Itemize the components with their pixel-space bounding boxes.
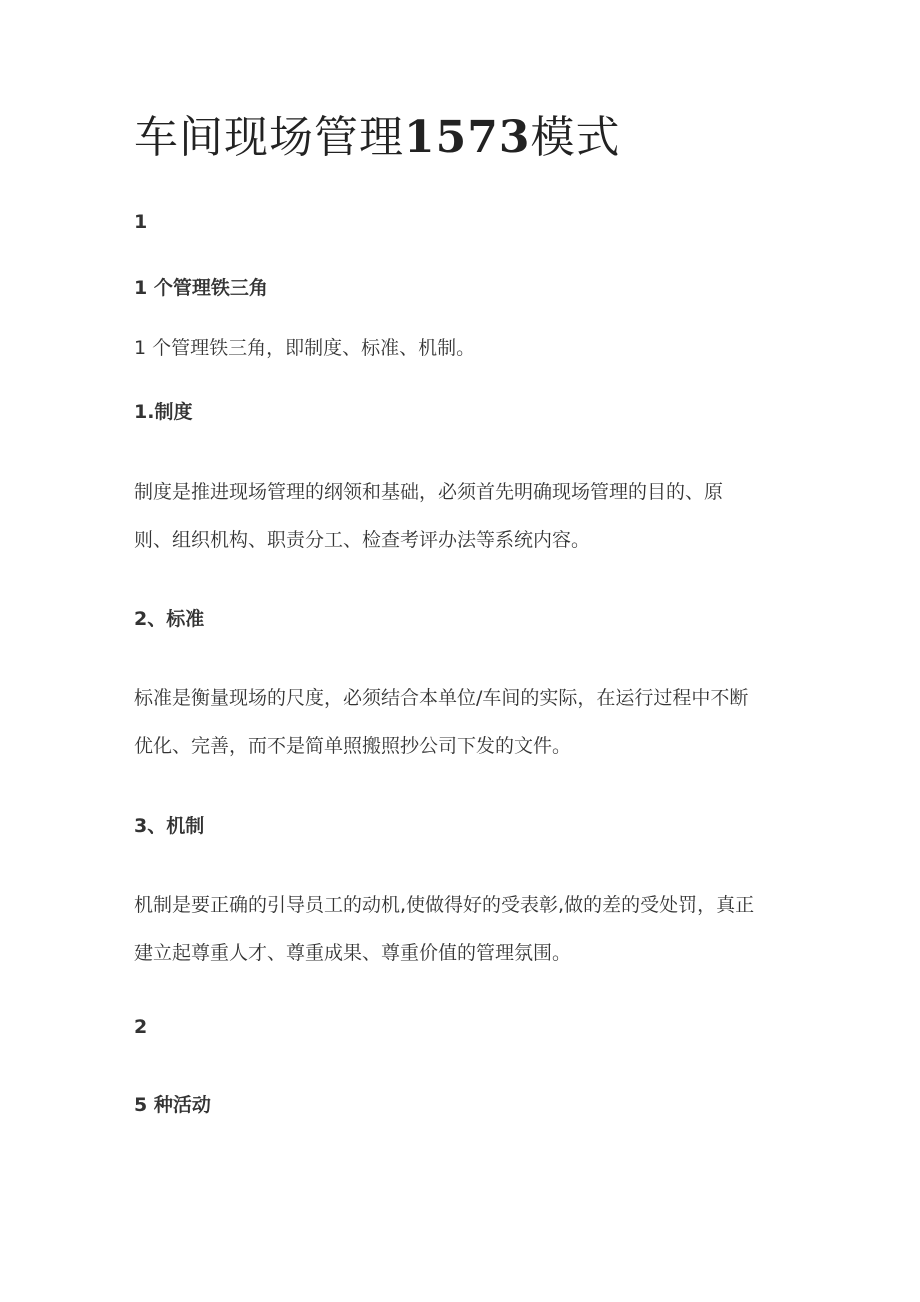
section-2-number: 2 — [134, 1016, 148, 1038]
item-1-line-2: 则、组织机构、职责分工、检查考评办法等系统内容。 — [134, 529, 591, 551]
section-1-number: 1 — [134, 211, 148, 233]
item-1-line-1: 制度是推进现场管理的纲领和基础，必须首先明确现场管理的目的、原 — [134, 481, 724, 503]
item-3-line-1: 机制是要正确的引导员工的动机,使做得好的受表彰,做的差的受处罚，真正 — [134, 894, 755, 916]
title-number: 1573 — [404, 112, 531, 163]
item-2-line-2: 优化、完善，而不是简单照搬照抄公司下发的文件。 — [134, 735, 572, 757]
title-text: 车间现场管理 — [134, 112, 404, 163]
title-suffix: 模式 — [530, 112, 621, 163]
item-3-line-2: 建立起尊重人才、尊重成果、尊重价值的管理氛围。 — [134, 942, 572, 964]
item-1-heading: 1.制度 — [134, 401, 193, 423]
section-2-heading: 5 种活动 — [134, 1094, 211, 1116]
section-1-heading: 1 个管理铁三角 — [134, 277, 268, 299]
item-2-heading: 2、标准 — [134, 608, 205, 630]
item-3-heading: 3、机制 — [134, 815, 205, 837]
page-title — [134, 108, 620, 168]
item-2-line-1: 标准是衡量现场的尺度，必须结合本单位/车间的实际，在运行过程中不断 — [134, 687, 749, 709]
section-1-intro: 1 个管理铁三角，即制度、标准、机制。 — [134, 337, 476, 359]
